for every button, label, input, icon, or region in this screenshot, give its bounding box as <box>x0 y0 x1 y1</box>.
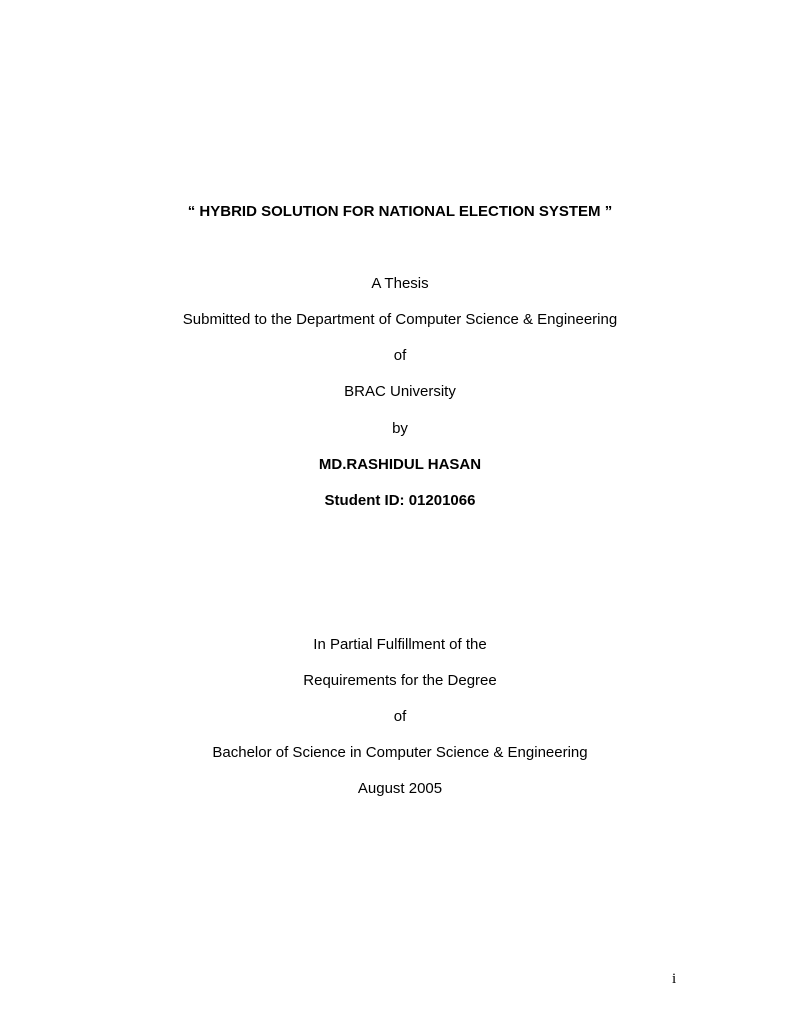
submission-date: August 2005 <box>357 780 443 797</box>
degree-name: Bachelor of Science in Computer Science & Engineering <box>212 744 588 761</box>
student-id: Student ID: 01201066 <box>324 492 476 509</box>
submitted-to-text: Submitted to the Department of Computer Science & Engineering <box>182 311 618 328</box>
university-name: BRAC University <box>344 383 456 400</box>
fulfillment-text: In Partial Fulfillment of the <box>313 636 487 653</box>
author-name: MD.RASHIDUL HASAN <box>318 456 482 473</box>
page-number: i <box>672 971 677 987</box>
thesis-title: “ HYBRID SOLUTION FOR NATIONAL ELECTION SYSTEM ” <box>187 203 613 220</box>
of-text-2: of <box>393 708 407 725</box>
requirements-text: Requirements for the Degree <box>303 672 497 689</box>
of-text: of <box>393 347 407 364</box>
by-text: by <box>392 420 408 437</box>
thesis-label: A Thesis <box>371 275 429 292</box>
